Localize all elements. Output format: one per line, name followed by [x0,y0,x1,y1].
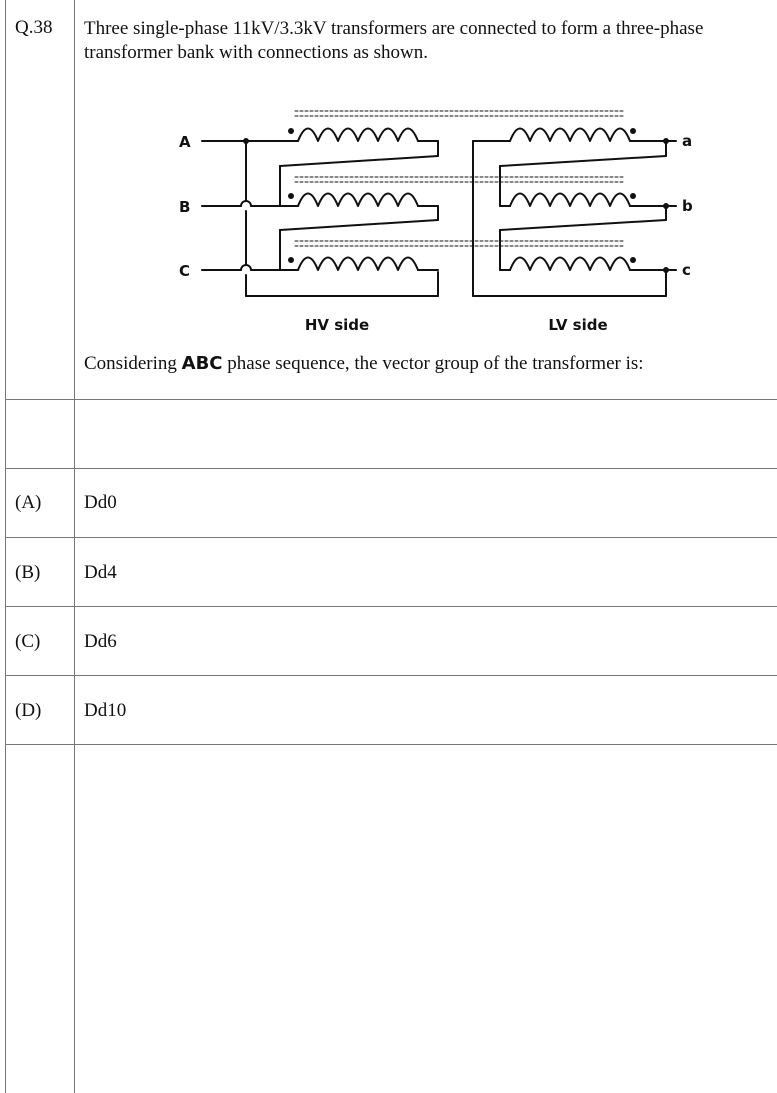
polarity-dot [288,128,294,134]
hv-side-label: HV side [304,316,370,334]
phase-sequence-label: ABC [181,353,223,374]
row-divider [5,537,777,538]
prompt-prefix: Considering [84,353,177,374]
polarity-dot [630,128,636,134]
row-divider [5,744,777,745]
option-b-text[interactable]: Dd4 [84,562,117,583]
question-number: Q.38 [15,17,53,38]
terminal-label-c: c [682,261,691,279]
polarity-dot [288,193,294,199]
junction-dot [663,138,669,144]
terminal-label-C: C [179,262,191,280]
terminal-label-B: B [179,198,191,216]
option-c-label[interactable]: (C) [15,631,41,652]
prompt-suffix: phase sequence, the vector group of the transformer is: [227,353,644,374]
row-divider [5,675,777,676]
junction-dot [663,267,669,273]
option-d-text[interactable]: Dd10 [84,700,127,721]
lv-side-label: LV side [548,316,608,334]
polarity-dot [630,257,636,263]
junction-dot [663,203,669,209]
option-b-label[interactable]: (B) [15,562,41,583]
terminal-label-A: A [179,133,191,151]
junction-dot [243,138,249,144]
terminal-label-b: b [682,197,693,215]
terminal-label-a: a [682,132,693,150]
option-d-label[interactable]: (D) [15,700,42,721]
row-divider [5,606,777,607]
option-c-text[interactable]: Dd6 [84,631,117,652]
row-divider [5,468,777,469]
polarity-dot [288,257,294,263]
question-prompt [84,353,644,375]
transformer-connection-diagram [0,0,777,400]
option-a-text[interactable]: Dd0 [84,492,117,513]
question-text: Three single-phase 11kV/3.3kV transformers are connected to form a three-phase transformer bank with connections as shown. [84,18,704,63]
option-a-label[interactable]: (A) [15,492,42,513]
polarity-dot [630,193,636,199]
